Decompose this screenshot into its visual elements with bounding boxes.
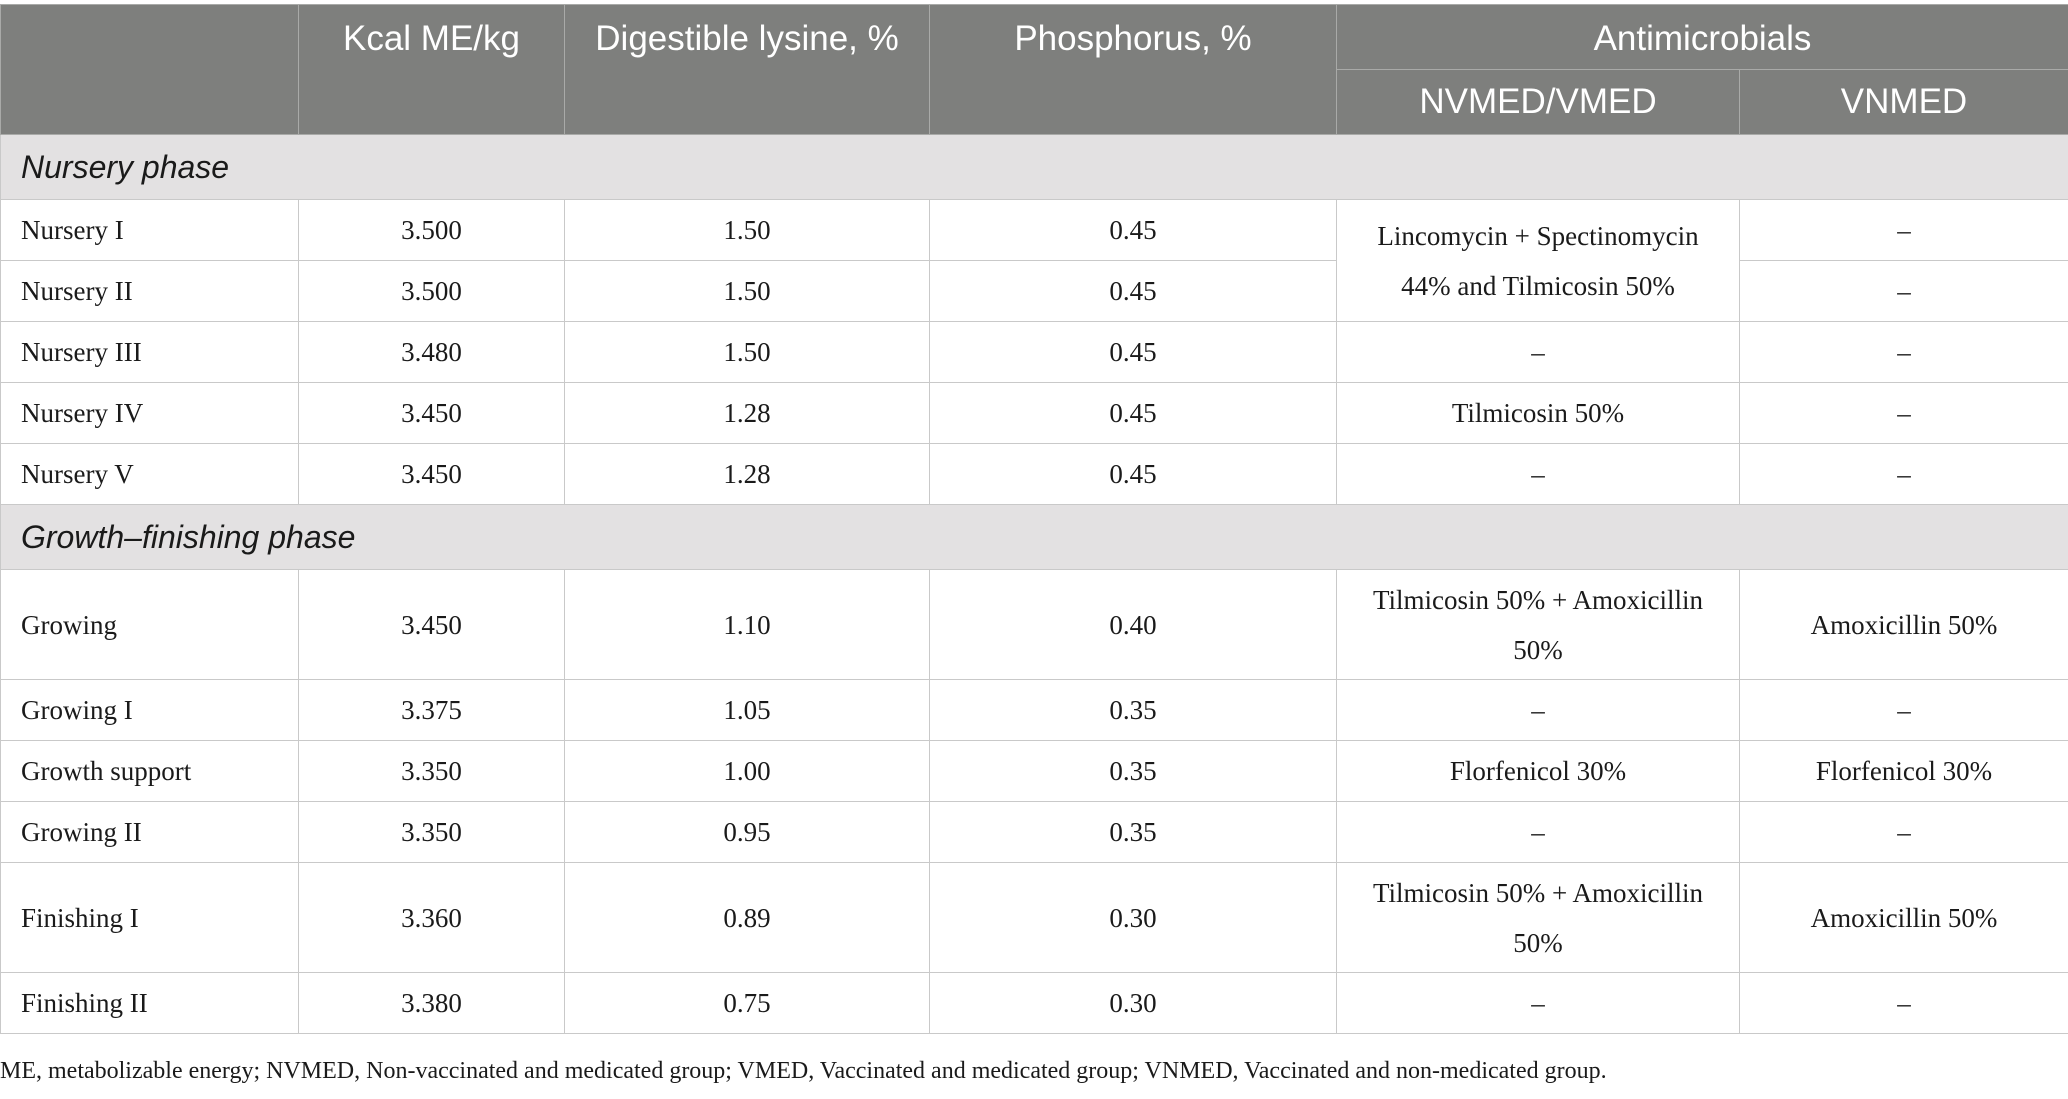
nvmed-vmed-value: Tilmicosin 50% + Amoxicillin 50%	[1337, 570, 1740, 680]
lysine-value: 0.75	[565, 973, 930, 1034]
lysine-value: 0.89	[565, 863, 930, 973]
diet-table-container	[0, 4, 2068, 1034]
phosphorus-value: 0.30	[930, 863, 1337, 973]
section-row-growth-finishing	[1, 505, 2068, 570]
phosphorus-value: 0.35	[930, 741, 1337, 802]
vnmed-value: –	[1740, 444, 2068, 505]
lysine-value: 1.50	[565, 200, 930, 261]
table-row	[1, 863, 2068, 973]
lysine-value: 1.28	[565, 444, 930, 505]
section-title: Growth–finishing phase	[1, 505, 2068, 570]
energy-value: 3.380	[299, 973, 565, 1034]
diet-name: Finishing II	[1, 973, 299, 1034]
phosphorus-value: 0.45	[930, 444, 1337, 505]
energy-value: 3.450	[299, 383, 565, 444]
nvmed-vmed-value: –	[1337, 973, 1740, 1034]
table-footnote: ME, metabolizable energy; NVMED, Non-vaccinated and medicated group; VMED, Vaccinated and medicated group; VNMED, Vaccinated and non-medicated group.	[0, 1058, 1607, 1084]
diet-name: Nursery I	[1, 200, 299, 261]
table-row	[1, 973, 2068, 1034]
vnmed-value: Amoxicillin 50%	[1740, 863, 2068, 973]
nvmed-vmed-value: –	[1337, 444, 1740, 505]
table-body	[1, 135, 2068, 1034]
table-row	[1, 570, 2068, 680]
diet-name: Growing I	[1, 680, 299, 741]
header-lysine: Digestible lysine, %	[565, 5, 930, 135]
nvmed-vmed-value: Lincomycin + Spectinomycin 44% and Tilmicosin 50%	[1337, 200, 1740, 322]
vnmed-value: –	[1740, 973, 2068, 1034]
vnmed-value: –	[1740, 322, 2068, 383]
energy-value: 3.450	[299, 444, 565, 505]
diet-name: Finishing I	[1, 863, 299, 973]
phosphorus-value: 0.40	[930, 570, 1337, 680]
energy-value: 3.350	[299, 741, 565, 802]
header-blank	[1, 5, 299, 135]
table-row	[1, 444, 2068, 505]
vnmed-value: Amoxicillin 50%	[1740, 570, 2068, 680]
diet-name: Nursery IV	[1, 383, 299, 444]
nvmed-vmed-value: –	[1337, 802, 1740, 863]
header-antimicrobials: Antimicrobials	[1337, 5, 2068, 70]
phosphorus-value: 0.45	[930, 322, 1337, 383]
diet-name: Nursery III	[1, 322, 299, 383]
phosphorus-value: 0.45	[930, 200, 1337, 261]
nvmed-vmed-value: –	[1337, 680, 1740, 741]
phosphorus-value: 0.45	[930, 261, 1337, 322]
header-vnmed: VNMED	[1740, 70, 2068, 135]
table-row	[1, 802, 2068, 863]
diet-name: Growing	[1, 570, 299, 680]
table-header	[1, 5, 2068, 135]
energy-value: 3.450	[299, 570, 565, 680]
phosphorus-value: 0.30	[930, 973, 1337, 1034]
table-row	[1, 741, 2068, 802]
vnmed-value: –	[1740, 383, 2068, 444]
table-row	[1, 200, 2068, 261]
diet-name: Nursery II	[1, 261, 299, 322]
phosphorus-value: 0.35	[930, 802, 1337, 863]
diet-name: Growth support	[1, 741, 299, 802]
lysine-value: 0.95	[565, 802, 930, 863]
nvmed-vmed-value: Florfenicol 30%	[1337, 741, 1740, 802]
header-nvmed-vmed: NVMED/VMED	[1337, 70, 1740, 135]
table-row	[1, 383, 2068, 444]
section-title: Nursery phase	[1, 135, 2068, 200]
vnmed-value: Florfenicol 30%	[1740, 741, 2068, 802]
header-phosphorus: Phosphorus, %	[930, 5, 1337, 135]
energy-value: 3.500	[299, 200, 565, 261]
vnmed-value: –	[1740, 200, 2068, 261]
diet-name: Nursery V	[1, 444, 299, 505]
lysine-value: 1.10	[565, 570, 930, 680]
lysine-value: 1.50	[565, 322, 930, 383]
nvmed-vmed-value: Tilmicosin 50% + Amoxicillin 50%	[1337, 863, 1740, 973]
nvmed-vmed-value: –	[1337, 322, 1740, 383]
energy-value: 3.480	[299, 322, 565, 383]
nvmed-vmed-value: Tilmicosin 50%	[1337, 383, 1740, 444]
energy-value: 3.500	[299, 261, 565, 322]
lysine-value: 1.00	[565, 741, 930, 802]
table-row	[1, 322, 2068, 383]
lysine-value: 1.50	[565, 261, 930, 322]
phosphorus-value: 0.45	[930, 383, 1337, 444]
vnmed-value: –	[1740, 802, 2068, 863]
lysine-value: 1.05	[565, 680, 930, 741]
diet-name: Growing II	[1, 802, 299, 863]
lysine-value: 1.28	[565, 383, 930, 444]
energy-value: 3.375	[299, 680, 565, 741]
energy-value: 3.350	[299, 802, 565, 863]
table-row	[1, 261, 2068, 322]
diet-composition-table	[0, 4, 2068, 1034]
header-energy: Kcal ME/kg	[299, 5, 565, 135]
vnmed-value: –	[1740, 680, 2068, 741]
table-row	[1, 680, 2068, 741]
phosphorus-value: 0.35	[930, 680, 1337, 741]
section-row-nursery	[1, 135, 2068, 200]
vnmed-value: –	[1740, 261, 2068, 322]
energy-value: 3.360	[299, 863, 565, 973]
